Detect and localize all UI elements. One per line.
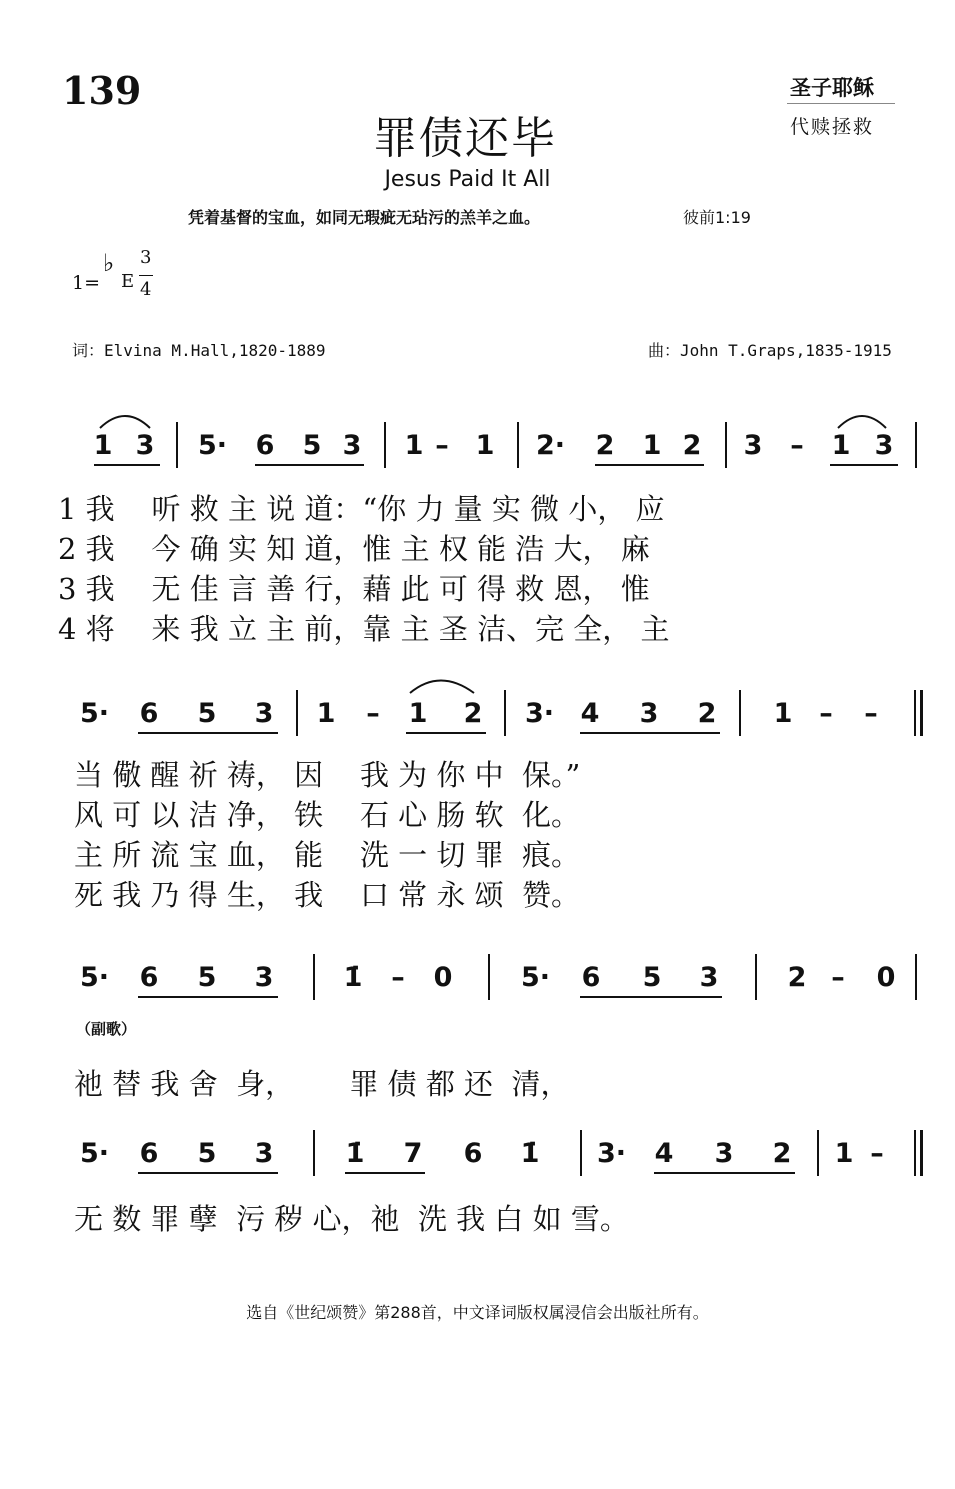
lyric-line: 当 儆 醒 祈 祷， 因 我 为 你 中 保。” [74,758,581,792]
beam-underline [255,464,364,466]
slur [410,681,474,694]
note: 6 [255,430,275,461]
lyric-line: 祂 替 我 舍 身， 罪 债 都 还 清， [74,1067,570,1101]
note: 3· [597,1138,627,1169]
barline [580,1130,582,1176]
lyric-line: 2 我 今 确 实 知 道，惟 主 权 能 浩 大， 麻 [58,532,650,566]
lyric-line: 4 将 来 我 立 主 前，靠 主 圣 洁、完 全， 主 [58,612,670,646]
composer-credit: 曲：John T.Graps,1835-1915 [648,341,892,360]
barline [313,1130,315,1176]
note: – [391,962,405,993]
final-barline [920,690,923,736]
note: 2 [463,698,483,729]
note: 6 [463,1138,483,1169]
note: 5· [80,962,110,993]
time-signature-top: 3 [140,247,152,268]
note: 2 [682,430,702,461]
scripture-reference: 彼前1:19 [683,208,751,227]
flat-sign: ♭ [103,249,115,277]
lyric-line: 1 我 听 救 主 说 道：“你 力 量 实 微 小， 应 [58,492,665,526]
barline [915,422,917,468]
note: 7 [403,1138,423,1169]
barline [488,954,490,1000]
note: 5· [80,1138,110,1169]
final-barline [914,690,916,736]
note: 5· [80,698,110,729]
note: 3 [135,430,155,461]
barline [817,1130,819,1176]
slur [838,416,886,428]
note: 3 [714,1138,734,1169]
beam-underline [830,464,898,466]
note: 2 [697,698,717,729]
note: 3 [743,430,763,461]
lyric-line: 无 数 罪 孽 污 秽 心，祂 洗 我 白 如 雪。 [74,1202,629,1236]
barline [313,954,315,1000]
note: 1 [316,698,336,729]
note: 6 [139,698,159,729]
note: 2 [595,430,615,461]
refrain-label: （副歌） [76,1020,137,1038]
note: 0 [876,962,896,993]
category-label: 圣子耶稣 [790,75,874,100]
note: 0 [433,962,453,993]
key-prefix: 1= [72,272,101,294]
lyric-line: 主 所 流 宝 血， 能 洗 一 切 罪 痕。 [74,838,581,872]
note: 5 [197,962,217,993]
scripture-verse: 凭着基督的宝血，如同无瑕疵无玷污的羔羊之血。 [188,208,541,227]
key-letter: E [121,271,135,292]
copyright-footer: 选自《世纪颂赞》第288首，中文译词版权属浸信会出版社所有。 [246,1303,709,1322]
lyric-line: 风 可 以 洁 净， 铁 石 心 肠 软 化。 [74,798,581,832]
note: 3 [639,698,659,729]
note: – [435,430,449,461]
note: 4 [580,698,600,729]
note: 3 [874,430,894,461]
beam-underline [94,464,160,466]
note: 1 [642,430,662,461]
barline [504,690,506,736]
final-barline [914,1130,916,1176]
note: 5 [197,698,217,729]
beam-underline [580,996,722,998]
note: 5· [521,962,551,993]
barline [739,690,741,736]
note: 1 [404,430,424,461]
note: 3 [254,962,274,993]
beam-underline [654,1172,795,1174]
beam-underline [406,732,486,734]
note: – [366,698,380,729]
note: 1 [408,698,428,729]
beam-underline [595,464,704,466]
note: – [790,430,804,461]
hymn-number: 139 [62,68,142,113]
barline [725,422,727,468]
beam-underline [580,732,720,734]
note: 1̇ [520,1138,540,1169]
barline [384,422,386,468]
note: 6 [581,962,601,993]
note: 2 [772,1138,792,1169]
note: 5 [302,430,322,461]
hymn-title: 罪债还毕 [373,113,557,164]
beam-underline [345,1172,425,1174]
note: 1 [831,430,851,461]
note: – [831,962,845,993]
note: 1 [834,1138,854,1169]
note: 4 [654,1138,674,1169]
barline [296,690,298,736]
note: 2 [787,962,807,993]
lyric-line: 3 我 无 佳 言 善 行，藉 此 可 得 救 恩， 惟 [58,572,650,606]
lyric-line: 死 我 乃 得 生， 我 口 常 永 颂 赞。 [74,878,581,912]
beam-underline [138,996,278,998]
barline [176,422,178,468]
note: 1 [475,430,495,461]
subcategory-label: 代赎拯救 [790,116,875,138]
barline [915,954,917,1000]
note: 1 [773,698,793,729]
barline [517,422,519,468]
beam-underline [138,732,278,734]
final-barline [920,1130,923,1176]
note: 3 [254,698,274,729]
note: – [864,698,878,729]
time-signature-line [139,275,153,276]
note: 3 [699,962,719,993]
note: 6 [139,1138,159,1169]
beam-underline [138,1172,278,1174]
hymn-subtitle: Jesus Paid It All [384,167,551,192]
barline [755,954,757,1000]
note: 2· [536,430,566,461]
note: 5· [198,430,228,461]
note: – [819,698,833,729]
note: 5 [642,962,662,993]
lyricist-credit: 词：Elvina M.Hall,1820-1889 [72,341,326,360]
slur [100,416,150,428]
note: 6 [139,962,159,993]
note: 3· [525,698,555,729]
note: 5 [197,1138,217,1169]
note: 1̇ [345,1138,365,1169]
note: 3 [342,430,362,461]
note: 1 [93,430,113,461]
time-signature-bottom: 4 [140,279,152,300]
note: 3 [254,1138,274,1169]
note: 1̇ [343,962,363,993]
note: – [870,1138,884,1169]
